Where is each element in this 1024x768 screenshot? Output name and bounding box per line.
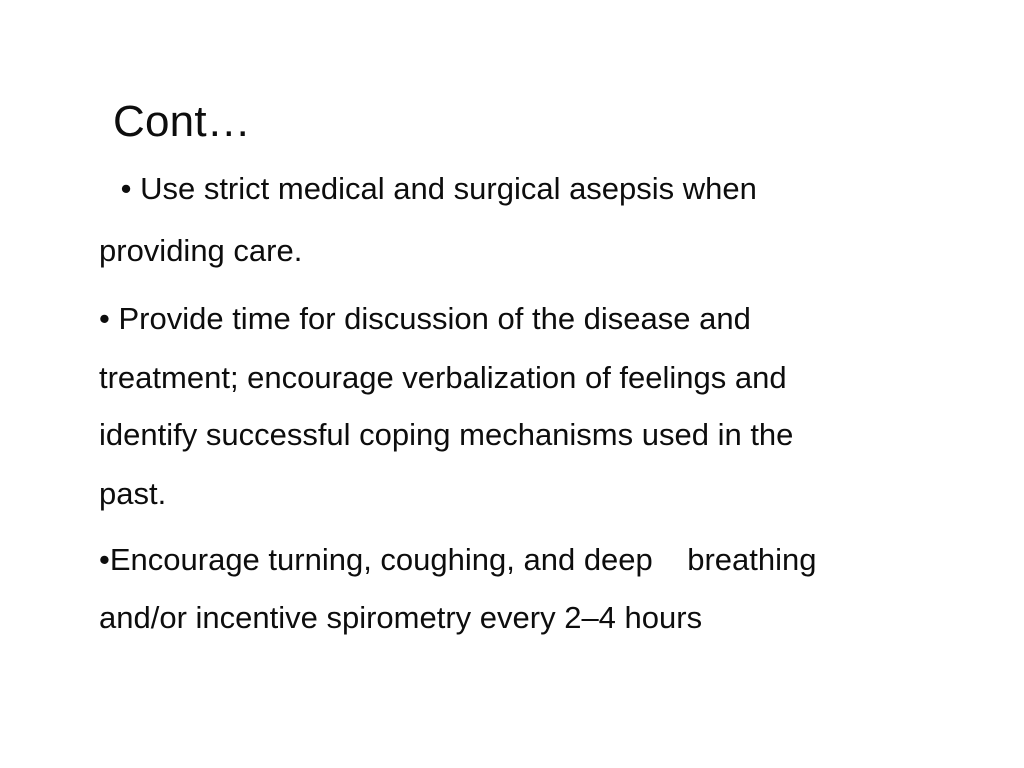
bullet-2-line-1: • Provide time for discussion of the disease and (99, 301, 751, 336)
bullet-1-line-2: providing care. (99, 233, 303, 268)
bullet-2-line-3: identify successful coping mechanisms used in the (99, 417, 794, 452)
bullet-1-line-1: • Use strict medical and surgical asepsis when (112, 171, 757, 206)
bullet-3-line-2: and/or incentive spirometry every 2–4 hours (99, 600, 703, 635)
slide-title: Cont… (113, 97, 251, 146)
bullet-2-line-2: treatment; encourage verbalization of feelings and (99, 360, 787, 395)
bullet-2-line-4: past. (99, 476, 167, 511)
bullet-3-line-1: •Encourage turning, coughing, and deep breathing (99, 542, 817, 577)
